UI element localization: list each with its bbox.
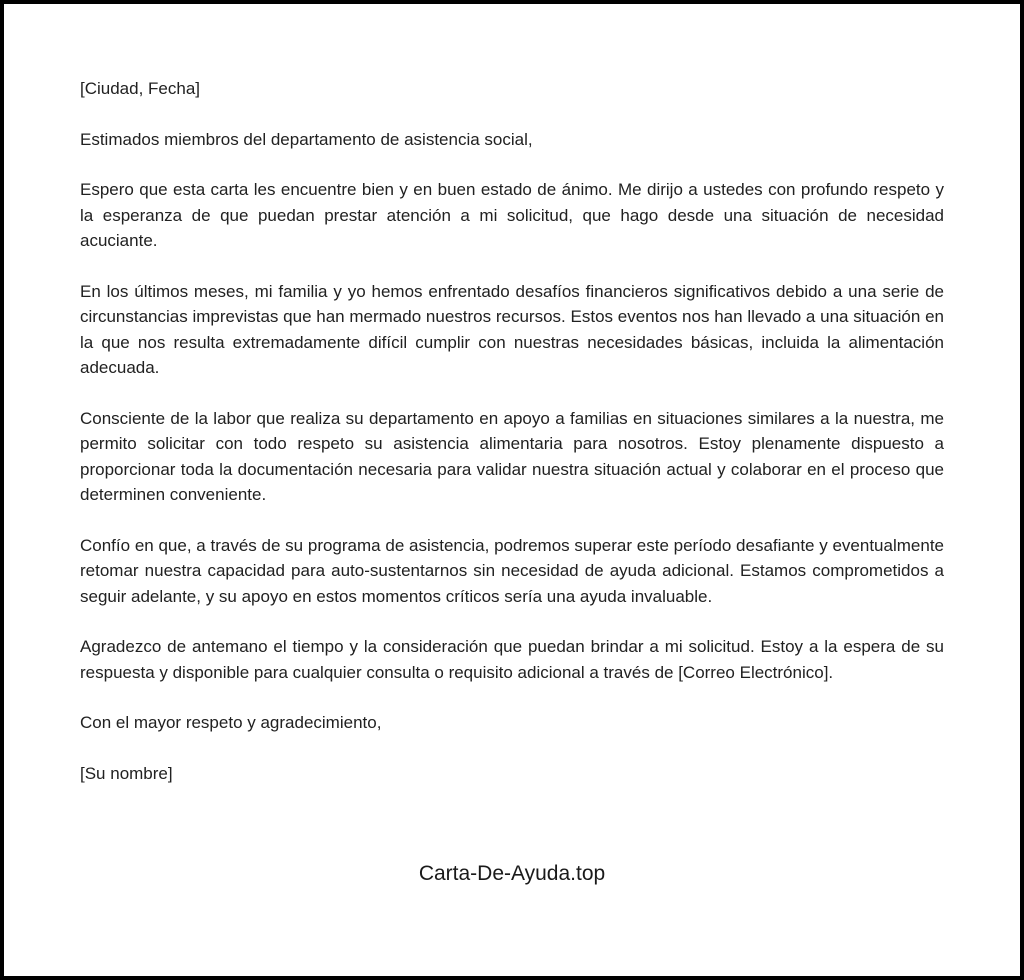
letter-paragraph-commitment: Confío en que, a través de su programa de asistencia, podremos superar este período desafiante y eventualmente retomar nuestra capacidad para auto-sustentarnos sin necesidad de ayuda adicional. Estamos comprometidos a seguir adelante, y su apoyo en estos momentos críticos sería una ayuda invaluable. — [80, 535, 944, 606]
letter-date-placeholder: [Ciudad, Fecha] — [80, 79, 201, 98]
letter-signature-placeholder: [Su nombre] — [80, 763, 173, 783]
letter-paragraph-thanks: Agradezco de antemano el tiempo y la consideración que puedan brindar a mi solicitud. Estoy a la espera de su respuesta y disponible para cualquier consulta o requisito adicional a través de [Correo Electrónico]. — [80, 637, 944, 682]
letter-closing: Con el mayor respeto y agradecimiento, — [80, 713, 382, 732]
site-name-footer: Carta-De-Ayuda.top — [418, 862, 606, 885]
letter-paragraph-situation: En los últimos meses, mi familia y yo hemos enfrentado desafíos financieros significativos debido a una serie de circunstancias imprevistas que han mermado nuestros recursos. Estos eventos nos han llevado a una situación en la que nos resulta extremadamente difícil cumplir con nuestras necesidades básicas, incluida la alimentación adecuada. — [80, 281, 944, 377]
letter-salutation: Estimados miembros del departamento de asistencia social, — [80, 129, 533, 149]
letter-body — [4, 4, 1020, 890]
letter-paragraph-intro: Espero que esta carta les encuentre bien y en buen estado de ánimo. Me dirijo a ustedes con profundo respeto y la esperanza de que puedan prestar atención a mi solicitud, que hago desde una situación de necesidad acuciante. — [80, 180, 944, 250]
letter-paragraph-request: Consciente de la labor que realiza su departamento en apoyo a familias en situaciones similares a la nuestra, me permito solicitar con todo respeto su asistencia alimentaria para nosotros. Estoy plenamente dispuesto a proporcionar toda la documentación necesaria para validar nuestra situación actual y colaborar en el proceso que determinen conveniente. — [80, 408, 944, 504]
